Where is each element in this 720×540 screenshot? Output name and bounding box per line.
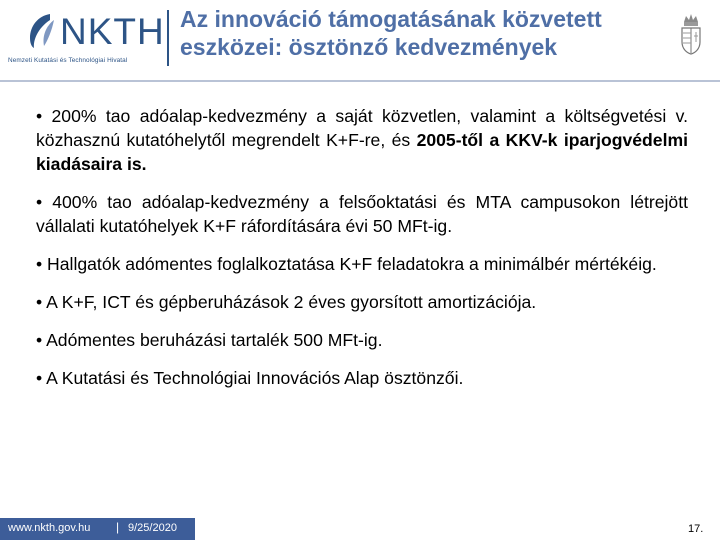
footer-url-link[interactable]: www.nkth.gov.hu bbox=[8, 522, 91, 534]
nkth-logo bbox=[8, 6, 168, 68]
header-rule bbox=[0, 80, 720, 82]
nkth-logo-mark-icon bbox=[20, 10, 60, 50]
bullet-amortizacio: • A K+F, ICT és gépberuházások 2 éves gyorsított amortizációja. bbox=[36, 292, 537, 312]
bullet-tao-200 bbox=[36, 104, 688, 176]
logo-subtitle: Nemzeti Kutatási és Technológiai Hivatal bbox=[8, 57, 128, 64]
bullet-beruhazasi-tartalek: • Adómentes beruházási tartalék 500 MFt-ig. bbox=[36, 330, 383, 350]
bullet-bold-text: 2005-től a KKV-k iparjogvédelmi kiadásaira is. bbox=[36, 130, 688, 174]
slide-footer bbox=[0, 514, 720, 540]
bullet-tao-400: • 400% tao adóalap-kedvezmény a felsőoktatási és MTA campusokon létrejött vállalati kutatóhelyek K+F ráfordítására évi 50 MFt-ig. bbox=[36, 192, 688, 236]
footer-date: 9/25/2020 bbox=[128, 522, 177, 534]
slide-title bbox=[180, 5, 670, 61]
bullet-hallgatok: • Hallgatók adómentes foglalkoztatása K+F feladatokra a minimálbér mértékéig. bbox=[36, 254, 657, 274]
bullet-list bbox=[36, 104, 688, 404]
bullet-kta-alap: • A Kutatási és Technológiai Innovációs Alap ösztönzői. bbox=[36, 368, 464, 388]
footer-separator: | bbox=[116, 520, 120, 534]
logo-wordmark: NKTH bbox=[60, 11, 165, 52]
bullet-text: • 200% tao adóalap-kedvezmény a saját közvetlen, valamint a költségvetési v. közhasznú kutatóhelytől megrendelt K+F-re, és bbox=[36, 106, 688, 150]
title-line-1: Az innováció támogatásának közvetett bbox=[180, 6, 602, 32]
title-line-2: eszközei: ösztönző kedvezmények bbox=[180, 34, 558, 60]
hungarian-coat-of-arms-icon bbox=[678, 12, 704, 56]
page-number: 17. bbox=[688, 523, 704, 535]
slide-header bbox=[0, 0, 720, 78]
header-divider bbox=[167, 10, 169, 66]
